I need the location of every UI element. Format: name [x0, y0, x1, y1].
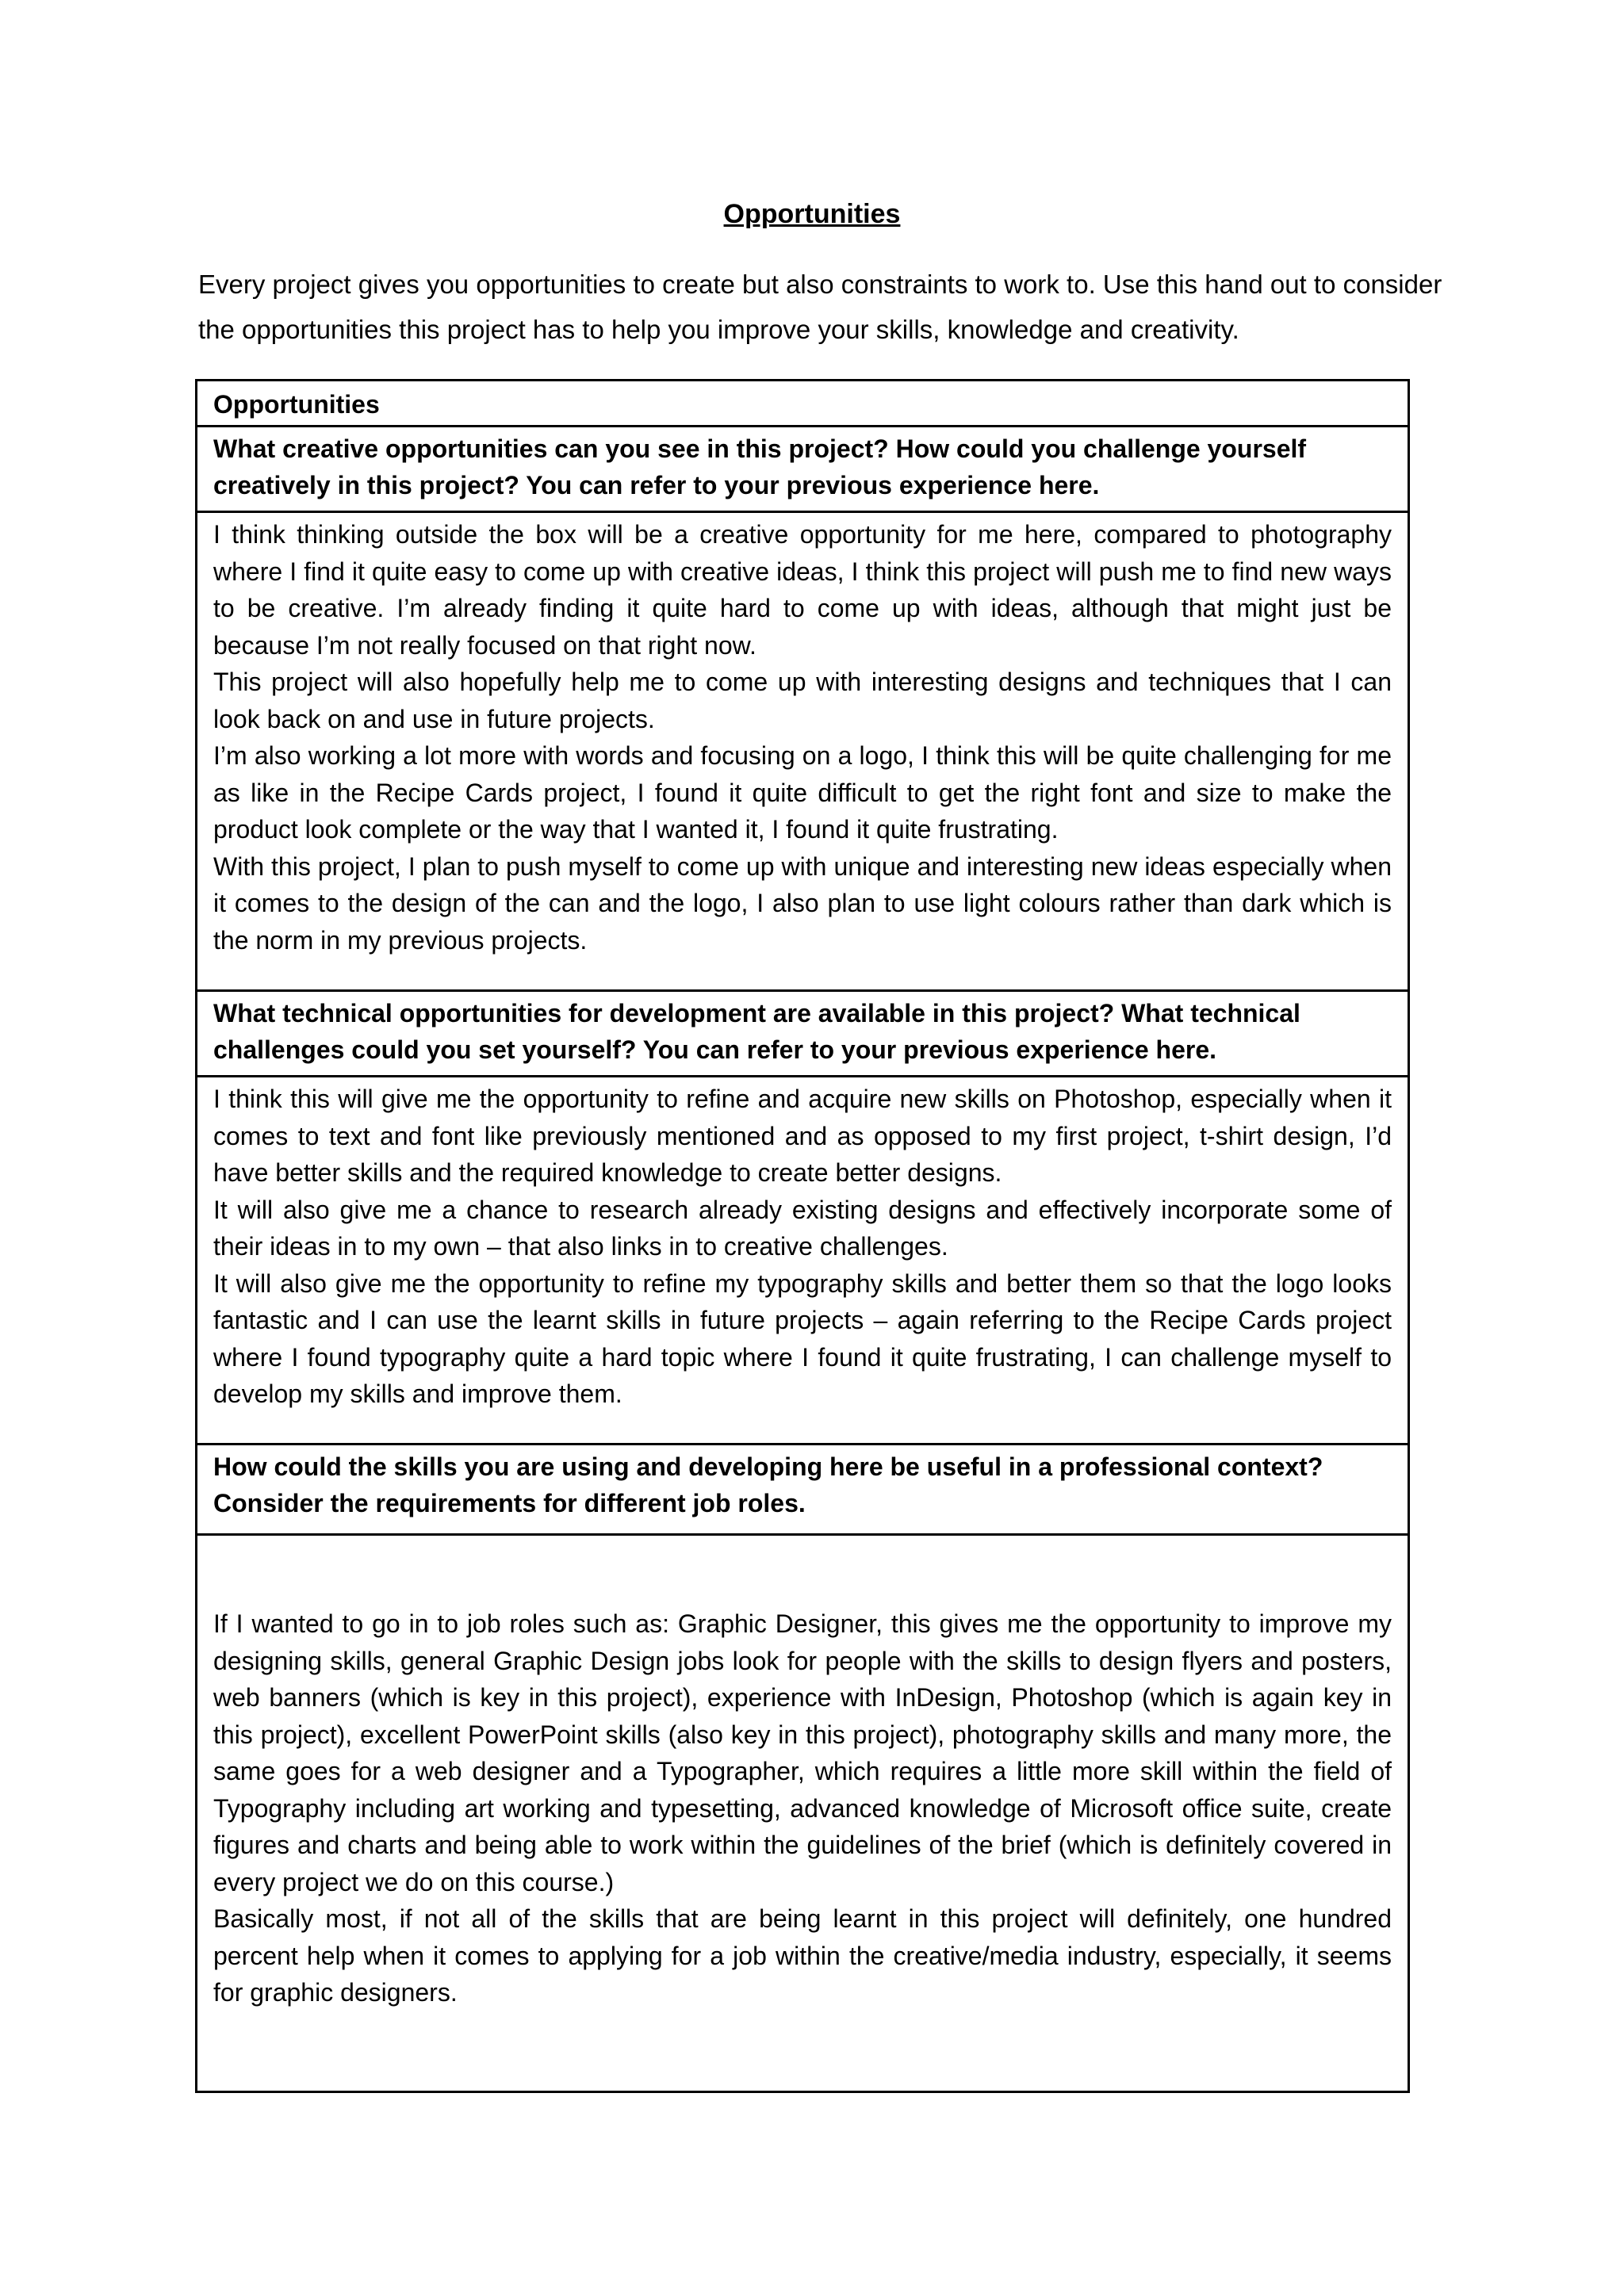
answer-paragraph: Basically most, if not all of the skills that are being learnt in this project will definitely, one hundred percent help when it comes to applying for a job within the creative/media industry, especially, it seems for graphic designers. — [213, 1904, 1392, 2007]
answer-paragraph: I think thinking outside the box will be a creative opportunity for me here, compared to photography where I find it quite easy to come up with creative ideas, I think this project will push me to find new ways to be creative. I’m already finding it quite hard to come up with ideas, although that might just be because I’m not really focused on that right now. — [213, 520, 1392, 660]
answer-paragraph: It will also give me the opportunity to refine my typography skills and better them so that the logo looks fantastic and I can use the learnt skills in future projects – again referring to the Recipe Cards project where I found typography quite a hard topic where I found it quite frustrating, I can challenge myself to develop my skills and improve them. — [213, 1269, 1392, 1408]
creative-answer — [197, 513, 1408, 992]
technical-answer — [197, 1077, 1408, 1445]
table-heading: Opportunities — [197, 381, 1408, 427]
answer-paragraph: I’m also working a lot more with words and focusing on a logo, I think this will be quite challenging for me as like in the Recipe Cards project, I found it quite difficult to get the right font and size to make the product look complete or the way that I wanted it, I found it quite frustrating. — [213, 741, 1392, 844]
answer-paragraph: With this project, I plan to push myself to come up with unique and interesting new ideas especially when it comes to the design of the can and the logo, I also plan to use light colours rather than dark which is the norm in my previous projects. — [213, 851, 1392, 955]
answer-paragraph: It will also give me a chance to research already existing designs and effectively incorporate some of their ideas in to my own – that also links in to creative challenges. — [213, 1195, 1392, 1261]
creative-question: What creative opportunities can you see in this project? How could you challenge yourself creatively in this project? You can refer to your previous experience here. — [197, 427, 1408, 513]
intro-paragraph: Every project gives you opportunities to create but also constraints to work to. Use this hand out to consider the opportunities this project has to help you improve your skills, knowledge and creativity. — [198, 270, 1442, 344]
answer-paragraph: This project will also hopefully help me to come up with interesting designs and techniques that I can look back on and use in future projects. — [213, 668, 1392, 733]
professional-answer — [197, 1536, 1408, 2091]
technical-question: What technical opportunities for development are available in this project? What technical challenges could you set yourself? You can refer to your previous experience here. — [197, 992, 1408, 1077]
page-title: Opportunities — [723, 199, 901, 229]
professional-question: How could the skills you are using and developing here be useful in a professional context? Consider the requirements for different job roles. — [197, 1445, 1408, 1536]
opportunities-table — [195, 379, 1410, 2093]
answer-paragraph: If I wanted to go in to job roles such as: Graphic Designer, this gives me the opportunity to improve my designing skills, general Graphic Design jobs look for people with the skills to design flyers and posters, web banners (which is key in this project), experience with InDesign, Photoshop (which is again key in this project), excellent PowerPoint skills (also key in this project), photography skills and many more, the same goes for a web designer and a Typographer, which requires a little more skill within the field of Typography including art working and typesetting, advanced knowledge of Microsoft office suite, create figures and charts and being able to work within the guidelines of the brief (which is definitely covered in every project we do on this course.) — [213, 1609, 1392, 1896]
answer-paragraph: I think this will give me the opportunity to refine and acquire new skills on Photoshop, especially when it comes to text and font like previously mentioned and as opposed to my first project, t-shirt design, I’d have better skills and the required knowledge to create better designs. — [213, 1085, 1392, 1187]
